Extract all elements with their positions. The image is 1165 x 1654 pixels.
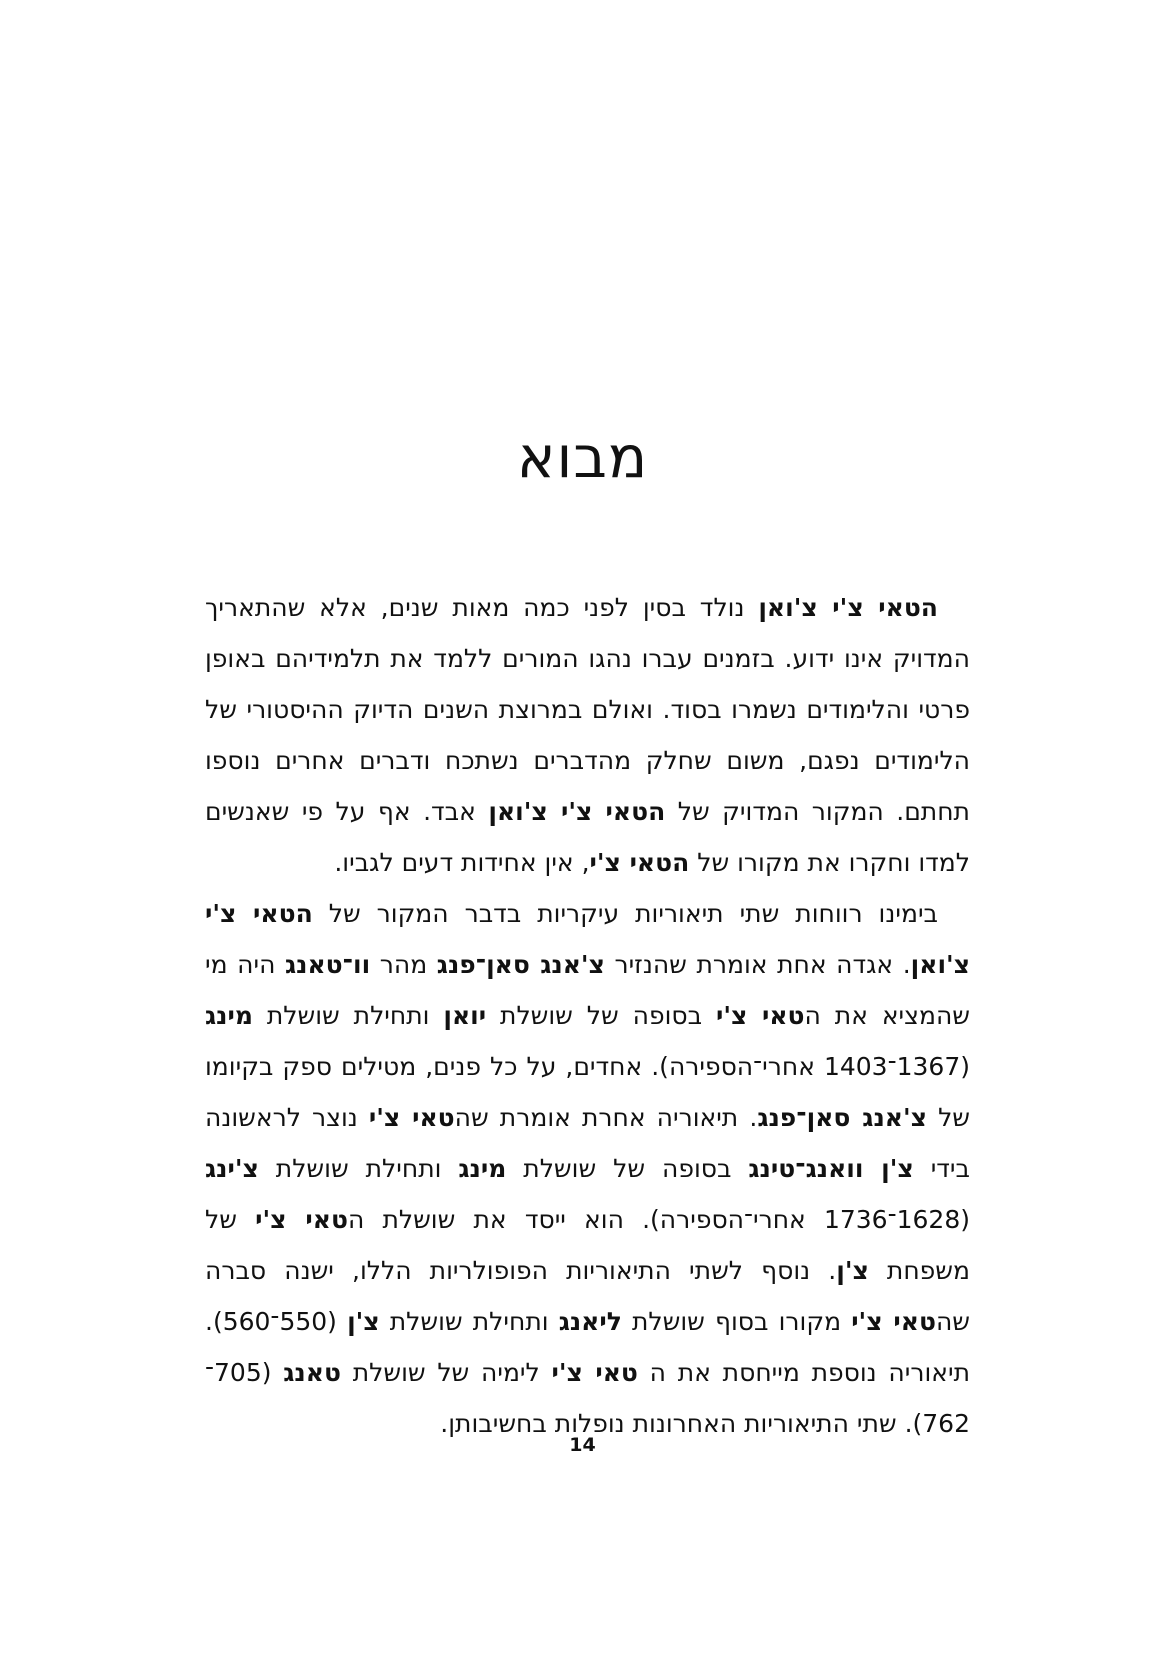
bold-term: טאי צ'י: [851, 1307, 936, 1336]
bold-term: טאי צ'י: [551, 1358, 638, 1387]
text-segment: . תיאוריה אחרת אומרת שה: [454, 1103, 758, 1132]
text-segment: ותחילת שושלת: [252, 1001, 444, 1030]
chapter-title: מבוא: [516, 422, 649, 491]
text-segment: . אגדה אחת אומרת שהנזיר: [604, 950, 911, 979]
text-segment: נולד בסין לפני כמה מאות שנים, אלא שהתאריך המדויק אינו ידוע. בזמנים עברו נהגו המורים ללמד את תלמידיהם באופן פרטי והלימודים נשמרו בסוד. ואולם במרוצת השנים הדיוק ההיסטורי של הלימודים נפגם, משום שחלק מהדברים נשתכח ודברים אחרים נוספו תחתם. המקור המדויק של: [205, 593, 970, 826]
bold-term: טאי צ'י: [255, 1205, 348, 1234]
bold-term: טאי צ'י: [715, 1001, 805, 1030]
text-segment: ותחילת שושלת: [258, 1154, 459, 1183]
bold-term: וו־טאנג: [284, 950, 371, 979]
text-segment: בסופה של שושלת: [506, 1154, 749, 1183]
text-segment: מקורו בסוף שושלת: [621, 1307, 852, 1336]
paragraph-2: [205, 888, 970, 1449]
text-segment: . נוסף לשתי התיאוריות הפופולריות הללו, ישנה סברה שה: [205, 1256, 970, 1336]
body-text: [205, 582, 970, 1449]
text-segment: בימינו רווחות שתי תיאוריות עיקריות בדבר המקור של: [312, 899, 938, 928]
bold-term: טאי צ'י: [368, 1103, 455, 1132]
page-number: 14: [569, 1434, 596, 1456]
bold-term: הטאי צ'י צ'ואן: [205, 899, 970, 979]
paragraph-1: [205, 582, 970, 888]
bold-term: מינג: [205, 1001, 253, 1030]
bold-term: יואן: [443, 1001, 487, 1030]
text-segment: מהר: [370, 950, 437, 979]
text-segment: לימיה של שושלת: [340, 1358, 552, 1387]
bold-term: טאנג: [283, 1358, 341, 1387]
bold-term: צ'אנג סאן־פנג: [757, 1103, 927, 1132]
text-segment: ותחילת שושלת: [379, 1307, 559, 1336]
bold-term: ליאנג: [558, 1307, 622, 1336]
bold-term: צ'ן: [347, 1307, 380, 1336]
text-segment: של משפחת: [205, 1205, 970, 1285]
bold-term: צ'ן: [836, 1256, 869, 1285]
bold-term: הטאי צ'י צ'ואן: [488, 797, 666, 826]
bold-term: מינג: [458, 1154, 507, 1183]
bold-term: צ'אנג סאן־פנג: [436, 950, 605, 979]
text-segment: בסופה של שושלת: [486, 1001, 716, 1030]
bold-term: צ'ן וואנג־טינג: [748, 1154, 914, 1183]
bold-term: צ'ינג: [205, 1154, 259, 1183]
text-segment: , אין אחידות דעים לגביו.: [334, 848, 590, 877]
text-segment: היה מי שהמציא את ה: [205, 950, 970, 1030]
text-segment: (1628־1736 אחרי־הספירה). הוא ייסד את שושלת ה: [347, 1205, 970, 1234]
text-segment: נוצר לראשונה בידי: [205, 1103, 970, 1183]
bold-term: הטאי צ'י צ'ואן: [758, 593, 938, 622]
text-segment: (550־560). תיאוריה נוספת מייחסת את ה: [205, 1307, 970, 1387]
text-segment: (705־762). שתי התיאוריות האחרונות נופלות בחשיבותן.: [205, 1358, 970, 1438]
text-segment: (1367־1403 אחרי־הספירה). אחדים, על כל פנים, מטילים ספק בקיומו של: [205, 1052, 970, 1132]
text-segment: אבד. אף על פי שאנשים למדו וחקרו את מקורו של: [205, 797, 970, 877]
bold-term: הטאי צ'י: [589, 848, 690, 877]
